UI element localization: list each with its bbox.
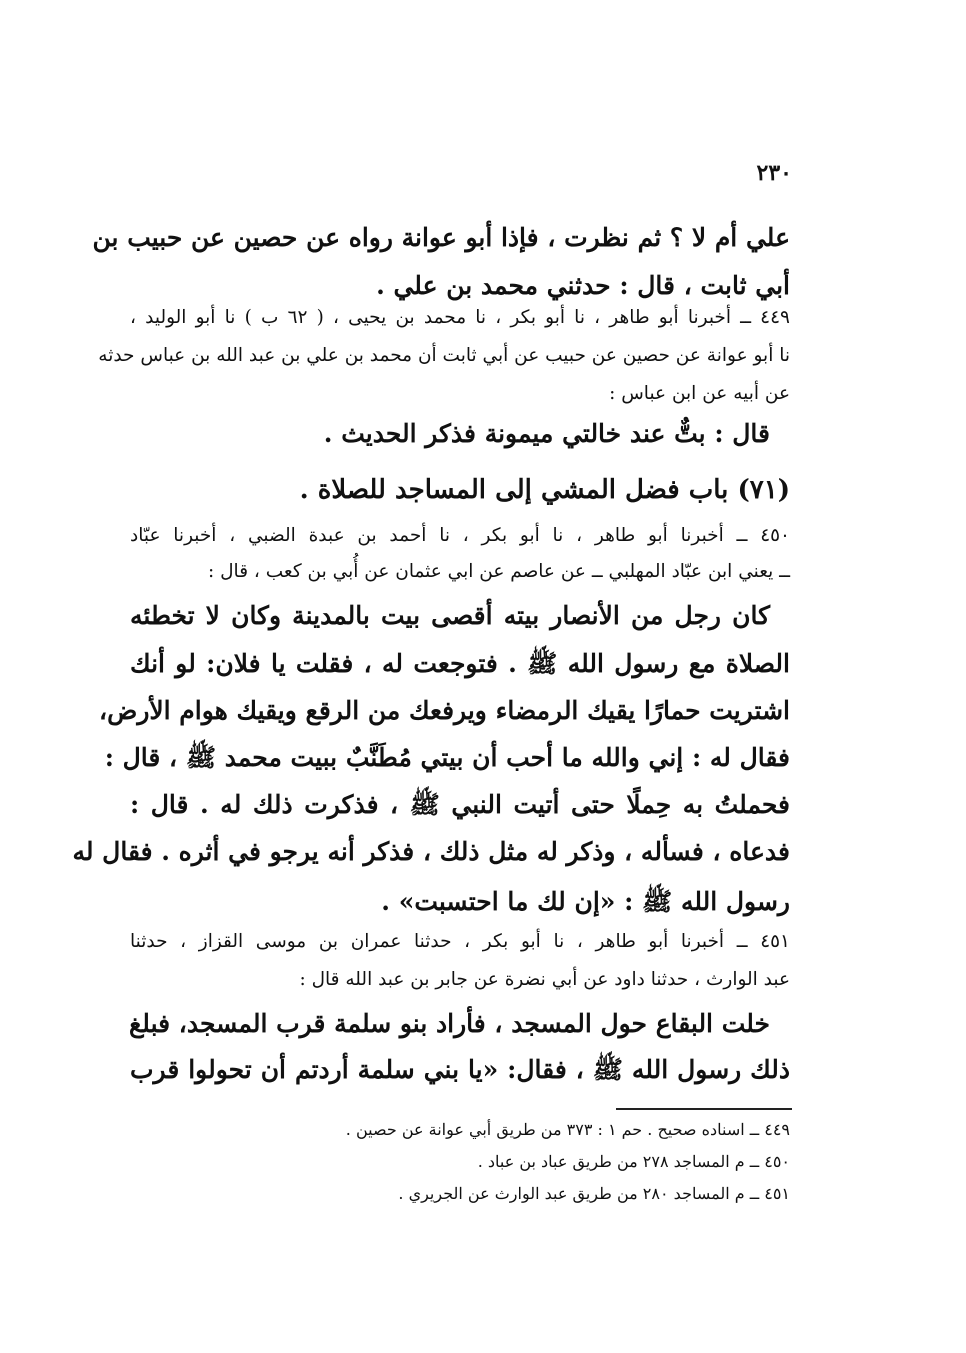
hadith-449-chain-line: نا أبو عوانة عن حصين عن حبيب عن أبي ثابت أن محمد بن علي بن عبد الله بن عباس حدثه [98, 345, 790, 366]
text-line: علي أم لا ؟ ثم نظرت ، فإذا أبو عوانة رواه عن حصين عن حبيب بن [92, 223, 790, 252]
text-line: كان رجل من الأنصار بيته أقصى بيت بالمدينة وكان لا تخطئه [130, 601, 770, 630]
text-line: فدعاه ، فسأله ، وذكر له مثل ذلك ، فذكر أنه يرجو في أثره . فقال له [72, 837, 790, 866]
hadith-449-chain-line: ٤٤٩ ــ أخبرنا أبو طاهر ، نا أبو بكر ، نا محمد بن يحيى ، ( ٦٢ ب ) نا أبو الوليد ، [130, 307, 790, 328]
text-line: فقال له : إني والله ما أحب أن بيتي مُطَنَّبٌ ببيت محمد ﷺ ، قال : [104, 743, 790, 772]
page-number: ٢٣٠ [756, 160, 792, 186]
text-line: فحملتُ به حِملًا حتى أتيت النبي ﷺ ، فذكرت ذلك له . قال : [130, 790, 790, 819]
text-line: رسول الله ﷺ : «إن لك ما احتسبت» . [381, 887, 790, 916]
text-line: اشتريت حمارًا يقيك الرمضاء ويرفعك من الرقع ويقيك هوام الأرض، [99, 696, 790, 725]
text-line: ذلك رسول الله ﷺ ، فقال: «يا بني سلمة أردتم أن تحولوا قرب [130, 1055, 790, 1084]
hadith-451-chain-line: ٤٥١ ــ أخبرنا أبو طاهر ، نا أبو بكر ، حدثنا عمران بن موسى القزاز ، حدثنا [130, 931, 790, 952]
text-line: أبي ثابت ، قال : حدثني محمد بن علي . [376, 271, 790, 300]
hadith-450-chain-line: ــ يعني ابن عبّاد المهلبي ــ عن عاصم عن ابي عثمان عن أُبي بن كعب ، قال : [208, 561, 790, 582]
footnote: ٤٥١ ــ م المساجد ٢٨٠ من طريق عبد الوارث عن الجريري . [398, 1184, 790, 1203]
hadith-451-chain-line: عبد الوارث ، حدثنا داود عن أبي نضرة عن جابر بن عبد الله قال : [299, 969, 790, 990]
hadith-449-chain-line: عن أبيه عن ابن عباس : [609, 383, 790, 404]
text-line: الصلاة مع رسول الله ﷺ . فتوجعت له ، فقلت يا فلان: لو أنك [130, 649, 790, 678]
footnote: ٤٤٩ ــ اسناده صحيح . حم ١ : ٣٧٣ من طريق أبي عوانة عن حصين . [345, 1120, 790, 1139]
text-line: قال : بتٌّ عند خالتي ميمونة فذكر الحديث . [323, 419, 770, 448]
text-line: خلت البقاع حول المسجد ، فأراد بنو سلمة قرب المسجد، فبلغ [128, 1009, 770, 1038]
chapter-heading: (٧١) باب فضل المشي إلى المساجد للصلاة . [299, 475, 790, 505]
footnote-divider [616, 1108, 792, 1110]
hadith-450-chain-line: ٤٥٠ ــ أخبرنا أبو طاهر ، نا أبو بكر ، نا أحمد بن عبدة الضبي ، أخبرنا عبّاد [130, 525, 790, 546]
footnote: ٤٥٠ ــ م المساجد ٢٧٨ من طريق عباد بن عباد . [477, 1152, 790, 1171]
